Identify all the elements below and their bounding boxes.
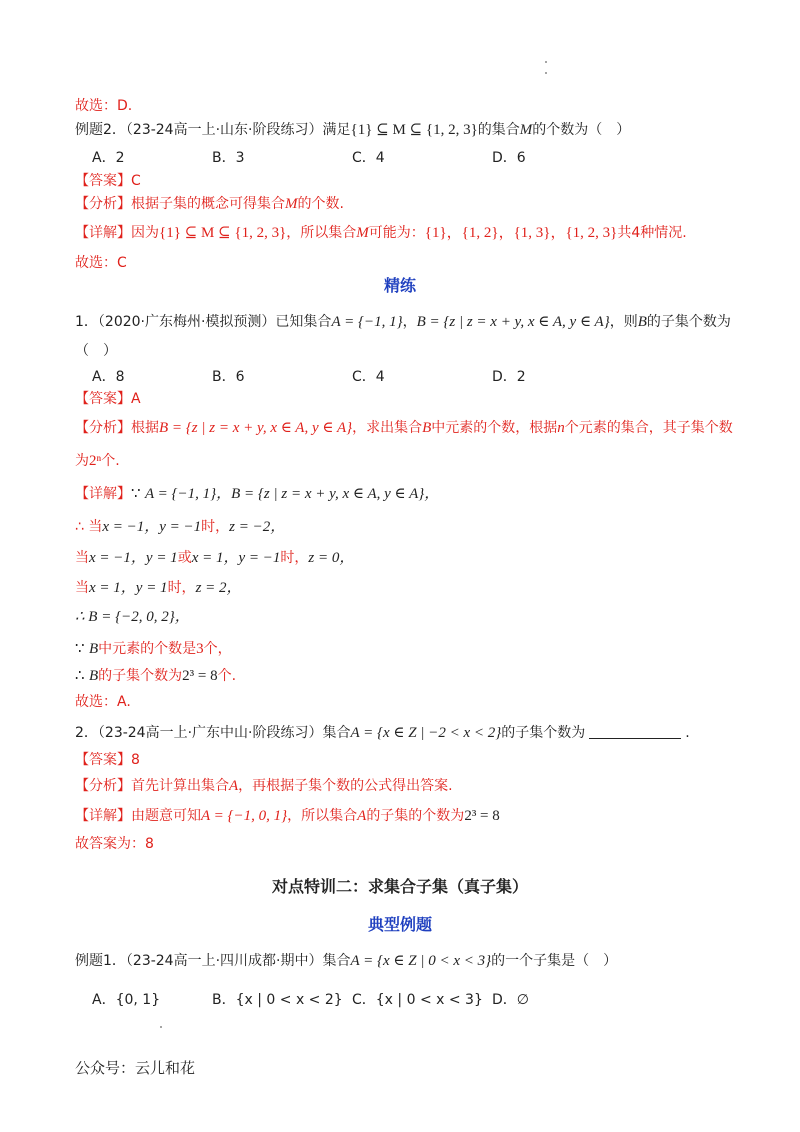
math-var: M <box>356 225 369 241</box>
option-c: C．4 <box>352 369 385 385</box>
math-expression: 2ⁿ <box>89 453 102 469</box>
choose-a-line: 故选：A. <box>75 694 131 710</box>
count-text: 的子集个数为 <box>98 668 183 684</box>
math-expression: ，B = {z | z = x + y, x ∈ A, y ∈ A}， <box>216 486 440 502</box>
question-text: . <box>685 725 690 741</box>
math-expression: ，y = −1 <box>144 519 202 535</box>
count-text: 个， <box>203 641 232 657</box>
scan-mark <box>160 1026 162 1028</box>
option-c: C．4 <box>352 150 385 166</box>
analysis-text: 【分析】根据子集的概念可得集合 <box>75 196 285 212</box>
detail-text: ，所以集合 <box>286 225 357 241</box>
math-expression: ，y = −1 <box>223 550 281 566</box>
case-line-3 <box>75 578 242 598</box>
analysis-line <box>75 418 733 438</box>
section-subtitle: 典型例题 <box>367 915 432 934</box>
math-expression: B = {z | z = x + y, x ∈ A, y ∈ A} <box>159 420 353 436</box>
question-text: 2．（23-24高一上·广东中山·阶段练习）集合 <box>75 725 351 741</box>
choose-text: 故选：D. <box>75 98 133 114</box>
analysis-text: 【分析】根据 <box>75 420 159 436</box>
count-text: 中元素的个数是 <box>98 641 197 657</box>
because-symbol: ∵ <box>75 641 85 657</box>
math-var: M <box>519 122 533 138</box>
detail-text: 的子集的个数为 <box>366 808 465 824</box>
question-text: 例题2．（23-24高一上·山东·阶段练习）满足 <box>75 122 351 138</box>
practice-q1-paren: （ ） <box>75 343 117 359</box>
math-expression: {1} ⊆ M ⊆ {1, 2, 3} <box>350 122 478 138</box>
math-expression: x = 1 <box>191 550 224 566</box>
question-text: 的子集个数为 <box>646 314 731 330</box>
footer-wechat: 公众号：云儿和花 <box>75 1059 196 1077</box>
option-b: B．3 <box>212 150 245 166</box>
because-symbol: ∵ <box>131 486 141 502</box>
detail-text: 共4种情况. <box>617 225 687 241</box>
option-c: C．{x | 0 < x < 3} <box>352 992 483 1008</box>
detail-text: 【详解】因为 <box>75 225 159 241</box>
math-expression: {1} ⊆ M ⊆ {1, 2, 3} <box>159 225 287 241</box>
detail-text: ，所以集合 <box>287 808 358 824</box>
detail-line <box>75 806 500 826</box>
therefore-symbol: ∴ <box>75 668 85 684</box>
math-expression: A = {−1, 1} <box>145 486 217 502</box>
subset-count-line <box>75 666 236 686</box>
math-expression: 2³ = 8 <box>464 808 500 824</box>
math-expression: {1}，{1, 2}，{1, 3}，{1, 2, 3} <box>424 225 618 241</box>
math-var: B <box>89 641 99 657</box>
analysis-text: 为 <box>75 453 89 469</box>
count-line <box>75 639 232 659</box>
analysis-line <box>75 194 344 214</box>
math-var: B <box>89 668 99 684</box>
case-line-1 <box>75 517 285 537</box>
case-text: 时， <box>280 550 309 566</box>
math-expression: A = {x ∈ Z | 0 < x < 3} <box>350 953 492 969</box>
case-line-2 <box>75 548 354 568</box>
question-text: ，则 <box>609 314 638 330</box>
answer-line: 【答案】A <box>75 391 141 407</box>
math-var: B <box>637 314 647 330</box>
question-text: 例题1．（23-24高一上·四川成都·期中）集合 <box>75 953 351 969</box>
math-expression: x = −1 <box>89 550 131 566</box>
option-d: D．∅ <box>492 992 529 1008</box>
math-expression: z = −2， <box>229 519 286 535</box>
answer-line: 【答案】8 <box>75 752 140 768</box>
math-var: n <box>557 420 565 436</box>
analysis-text: ，再根据子集个数的公式得出答案. <box>238 778 453 794</box>
scan-mark <box>545 61 547 63</box>
detail-text: 可能为： <box>368 225 425 241</box>
option-d: D．2 <box>492 369 526 385</box>
math-expression: A = {−1, 0, 1} <box>201 808 288 824</box>
option-d: D．6 <box>492 150 526 166</box>
math-expression: x = −1 <box>102 519 145 535</box>
example1-question <box>75 951 617 971</box>
analysis-text: 个. <box>101 453 120 469</box>
question-text: 的一个子集是（ ） <box>491 953 618 969</box>
math-expression: ，y = 1 <box>130 550 178 566</box>
example2-question <box>75 120 630 140</box>
detail-line <box>75 484 439 504</box>
analysis-text: ，求出集合 <box>352 420 423 436</box>
case-text: 或 <box>177 550 192 566</box>
scan-mark <box>545 72 547 74</box>
math-expression: A = {−1, 1} <box>331 314 403 330</box>
option-b: B．6 <box>212 369 245 385</box>
answer-line: 【答案】C <box>75 173 141 189</box>
math-var: A <box>229 778 239 794</box>
count-text: 个. <box>217 668 237 684</box>
analysis-text: 的个数. <box>297 196 344 212</box>
math-var: A <box>357 808 367 824</box>
detail-line <box>75 223 687 243</box>
choose-c-line: 故选：C <box>75 255 127 271</box>
choose-d-line <box>75 96 132 116</box>
analysis-line <box>75 776 453 796</box>
question-text: 的个数为（ ） <box>532 122 631 138</box>
therefore-line: ∴ B = {−2, 0, 2}， <box>75 609 190 625</box>
math-expression: ，y = 1 <box>120 580 168 596</box>
analysis-line-2 <box>75 451 120 471</box>
math-expression: z = 0， <box>308 550 355 566</box>
answer-blank <box>589 724 681 739</box>
math-number: 3 <box>196 641 204 657</box>
detail-text: 【详解】由题意可知 <box>75 808 201 824</box>
question-text: 的子集个数为 <box>501 725 586 741</box>
math-expression: z = 2， <box>195 580 242 596</box>
section-title: 对点特训二：求集合子集（真子集） <box>271 877 528 896</box>
case-text: ∴ 当 <box>75 519 103 535</box>
detail-label: 【详解】 <box>75 486 131 502</box>
final-answer-line: 故答案为：8 <box>75 836 154 852</box>
practice-q1 <box>75 312 731 332</box>
option-a: A．2 <box>92 150 125 166</box>
option-a: A．8 <box>92 369 125 385</box>
case-text: 当 <box>75 580 89 596</box>
case-text: 时， <box>167 580 196 596</box>
case-text: 时， <box>201 519 230 535</box>
case-text: 当 <box>75 550 89 566</box>
question-text: 的集合 <box>477 122 520 138</box>
analysis-text: 中元素的个数，根据 <box>431 420 558 436</box>
math-expression: x = 1 <box>89 580 121 596</box>
analysis-text: 【分析】首先计算出集合 <box>75 778 229 794</box>
question-text: 1．（2020·广东梅州·模拟预测）已知集合 <box>75 314 332 330</box>
practice-q2 <box>75 723 690 743</box>
practice-heading: 精练 <box>383 276 416 295</box>
analysis-text: 个元素的集合，其子集个数 <box>564 420 733 436</box>
option-a: A．{0, 1} <box>92 992 161 1008</box>
math-expression: 2³ = 8 <box>182 668 218 684</box>
math-var: M <box>285 196 298 212</box>
question-text: ， <box>402 314 417 330</box>
math-expression: B = {z | z = x + y, x ∈ A, y ∈ A} <box>416 314 610 330</box>
math-var: B <box>422 420 432 436</box>
option-b: B．{x | 0 < x < 2} <box>212 992 343 1008</box>
math-expression: A = {x ∈ Z | −2 < x < 2} <box>350 725 502 741</box>
